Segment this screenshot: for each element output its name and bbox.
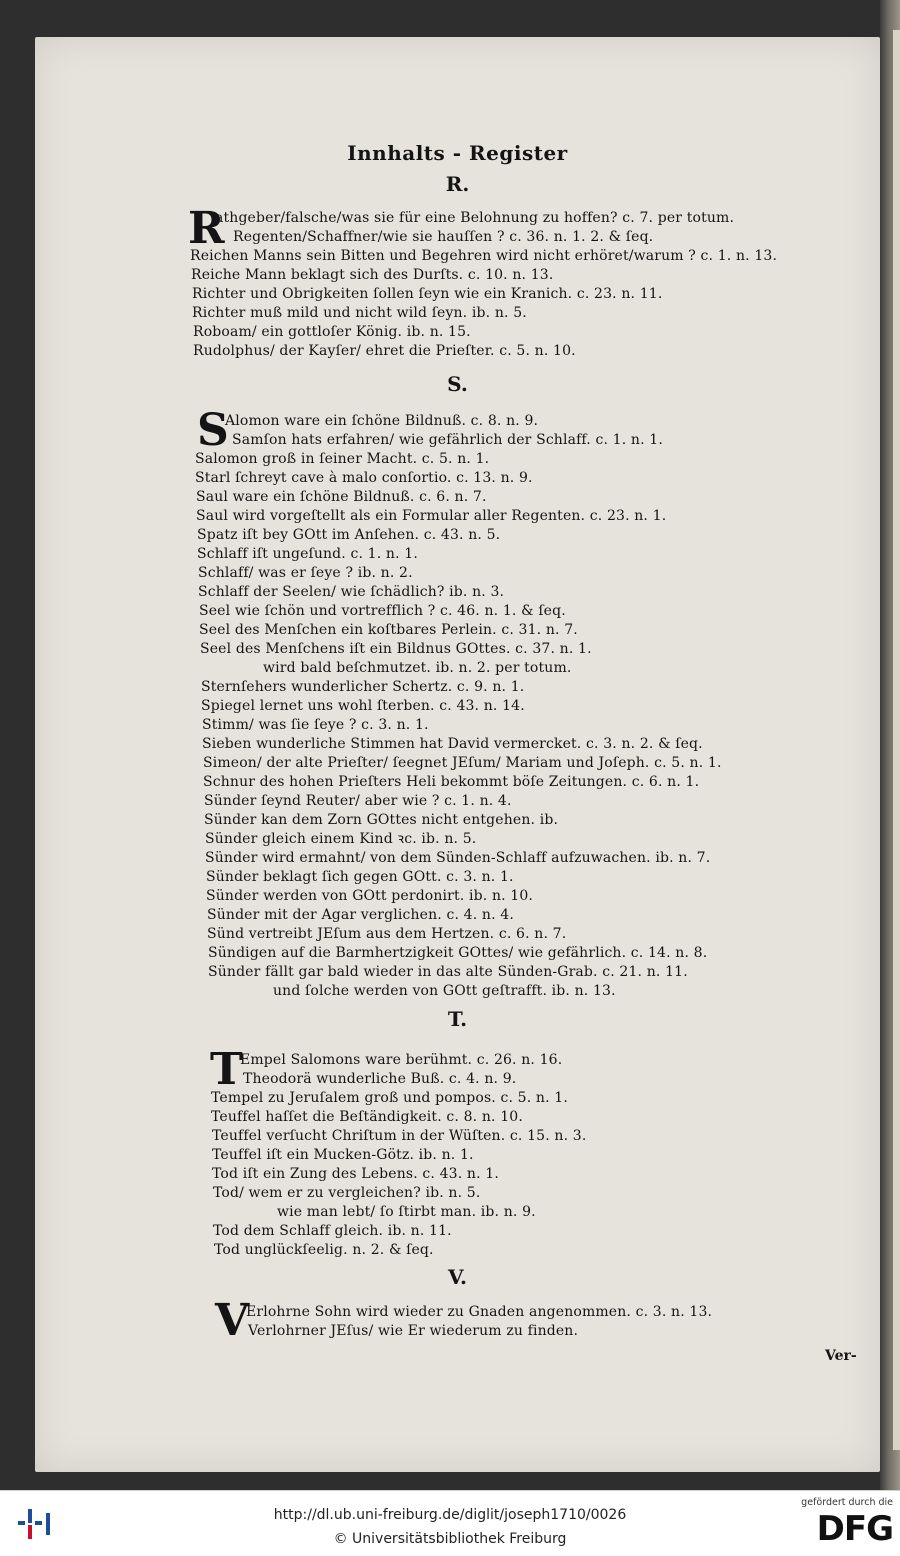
index-entry: Teuffel verſucht Chriſtum in der Wüſten. c. 15. n. 3. — [212, 1128, 587, 1144]
copyright-notice: © Universitätsbibliothek Freiburg — [333, 1531, 567, 1547]
index-entry: Reiche Mann beklagt sich des Durſts. c. 10. n. 13. — [191, 267, 554, 283]
index-entry: Alomon ware ein ſchöne Bildnuß. c. 8. n. 9. — [225, 413, 539, 429]
drop-initial-r: R — [188, 203, 225, 254]
index-entry: Sünder ſeynd Reuter/ aber wie ? c. 1. n. 4. — [204, 793, 512, 809]
section-letter-t: T. — [447, 1007, 468, 1031]
index-entry: Erlohrne Sohn wird wieder zu Gnaden angenommen. c. 3. n. 13. — [246, 1304, 713, 1320]
index-entry: Tempel zu Jeruſalem groß und pompos. c. 5. n. 1. — [211, 1090, 568, 1106]
index-entry: Seel des Menſchens iſt ein Bildnus GOttes. c. 37. n. 1. — [200, 641, 592, 657]
index-entry: Schlaff iſt ungeſund. c. 1. n. 1. — [197, 546, 418, 562]
index-entry: Starl ſchreyt cave à malo conſortio. c. 13. n. 9. — [195, 470, 533, 486]
index-entry: Sternſehers wunderlicher Schertz. c. 9. n. 1. — [201, 679, 525, 695]
section-letter-r: R. — [445, 172, 470, 196]
index-entry: Sünder mit der Agar verglichen. c. 4. n. 4. — [207, 907, 514, 923]
index-entry: Tod dem Schlaff gleich. ib. n. 11. — [213, 1223, 452, 1239]
index-entry: Salomon groß in ſeiner Macht. c. 5. n. 1. — [195, 451, 490, 467]
dfg-logo: DFG — [816, 1509, 893, 1549]
index-entry: Richter muß mild und nicht wild ſeyn. ib. n. 5. — [192, 305, 527, 321]
index-entry: Tod unglückſeelig. n. 2. & ſeq. — [214, 1242, 434, 1258]
index-entry: Sieben wunderliche Stimmen hat David vermercket. c. 3. n. 2. & ſeq. — [202, 736, 703, 752]
index-entry: Stimm/ was ſie ſeye ? c. 3. n. 1. — [202, 717, 429, 733]
document-page — [35, 37, 880, 1472]
index-entry: Saul ware ein ſchöne Bildnuß. c. 6. n. 7. — [196, 489, 487, 505]
section-letter-s: S. — [447, 372, 468, 396]
index-entry: Sünder gleich einem Kind ꝛc. ib. n. 5. — [205, 831, 477, 847]
index-entry: Sünder kan dem Zorn GOttes nicht entgehen. ib. — [204, 812, 559, 828]
index-entry: wird bald beſchmutzet. ib. n. 2. per totum. — [263, 660, 572, 676]
index-entry: Spatz iſt bey GOtt im Anſehen. c. 43. n. 5. — [197, 527, 501, 543]
index-entry: Verlohrner JEſus/ wie Er wiederum zu finden. — [248, 1323, 579, 1339]
index-entry: Tod/ wem er zu vergleichen? ib. n. 5. — [213, 1185, 481, 1201]
index-entry: Schlaff der Seelen/ wie ſchädlich? ib. n. 3. — [198, 584, 505, 600]
index-entry: Teuffel iſt ein Mucken-Götz. ib. n. 1. — [212, 1147, 474, 1163]
index-entry: Teuffel haſſet die Beſtändigkeit. c. 8. n. 10. — [211, 1109, 523, 1125]
index-entry: Schnur des hohen Prieſters Heli bekommt böſe Zeitungen. c. 6. n. 1. — [203, 774, 700, 790]
index-entry: Theodorä wunderliche Buß. c. 4. n. 9. — [243, 1071, 517, 1087]
index-entry: Reichen Manns sein Bitten und Begehren wird nicht erhöret/warum ? c. 1. n. 13. — [190, 248, 778, 264]
index-entry: Samſon hats erfahren/ wie gefährlich der Schlaff. c. 1. n. 1. — [232, 432, 663, 448]
index-entry: Rudolphus/ der Kayſer/ ehret die Prieſter. c. 5. n. 10. — [193, 343, 576, 359]
index-entry: athgeber/falsche/was sie für eine Belohnung zu hoffen? c. 7. per totum. — [215, 210, 735, 226]
section-letter-v: V. — [448, 1265, 467, 1289]
index-entry: Regenten/Schaffner/wie sie hauſſen ? c. 36. n. 1. 2. & ſeq. — [233, 229, 654, 245]
index-entry: Simeon/ der alte Prieſter/ ſeegnet JEſum/ Mariam und Joſeph. c. 5. n. 1. — [203, 755, 722, 771]
index-entry: Roboam/ ein gottloſer König. ib. n. 15. — [193, 324, 471, 340]
index-entry: wie man lebt/ ſo ſtirbt man. ib. n. 9. — [277, 1204, 536, 1220]
viewer-footer — [0, 1490, 900, 1556]
index-entry: Sünder beklagt ſich gegen GOtt. c. 3. n. 1. — [206, 869, 514, 885]
drop-initial-v: V — [215, 1295, 250, 1346]
index-entry: Empel Salomons ware berühmt. c. 26. n. 16. — [240, 1052, 563, 1068]
index-entry: Sünder werden von GOtt perdonirt. ib. n. 10. — [206, 888, 534, 904]
index-entry: Seel wie ſchön und vortrefflich ? c. 46. n. 1. & ſeq. — [199, 603, 566, 619]
drop-initial-t: T — [210, 1044, 243, 1095]
index-entry: Tod iſt ein Zung des Lebens. c. 43. n. 1. — [212, 1166, 499, 1182]
next-page-edge — [893, 30, 900, 1450]
dfg-funding-badge — [793, 1497, 893, 1553]
index-entry: Spiegel lernet uns wohl ſterben. c. 43. n. 14. — [201, 698, 525, 714]
index-entry: Sünd vertreibt JEſum aus dem Hertzen. c. 6. n. 7. — [207, 926, 567, 942]
permalink-url[interactable]: http://dl.ub.uni-freiburg.de/diglit/joseph1710/0026 — [273, 1507, 627, 1523]
index-entry: und ſolche werden von GOtt geſtrafft. ib. n. 13. — [273, 983, 616, 999]
index-entry: Saul wird vorgeſtellt als ein Formular aller Regenten. c. 23. n. 1. — [196, 508, 667, 524]
drop-initial-s: S — [197, 405, 229, 456]
page-title: Innhalts - Register — [347, 141, 568, 165]
index-entry: Seel des Menſchen ein koſtbares Perlein. c. 31. n. 7. — [199, 622, 578, 638]
index-entry: Schlaff/ was er ſeye ? ib. n. 2. — [198, 565, 413, 581]
index-entry: Sünder wird ermahnt/ von dem Sünden-Schlaff aufzuwachen. ib. n. 7. — [205, 850, 711, 866]
index-entry: Sünder fällt gar bald wieder in das alte Sünden-Grab. c. 21. n. 11. — [208, 964, 688, 980]
index-entry: Sündigen auf die Barmhertzigkeit GOttes/ wie gefährlich. c. 14. n. 8. — [208, 945, 708, 961]
catchword: Ver- — [825, 1348, 857, 1364]
dfg-caption: gefördert durch die — [801, 1497, 893, 1508]
index-entry: Richter und Obrigkeiten ſollen ſeyn wie ein Kranich. c. 23. n. 11. — [192, 286, 663, 302]
